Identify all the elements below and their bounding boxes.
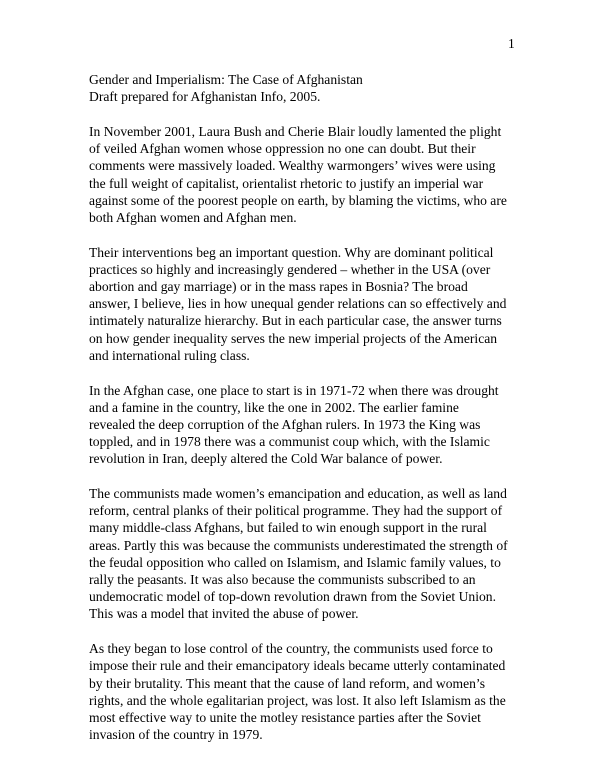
paragraph-line: the feudal opposition who called on Islamism, and Islamic family values, to <box>89 554 501 570</box>
document-heading <box>89 71 521 105</box>
paragraph-line: both Afghan women and Afghan men. <box>89 209 297 225</box>
paragraph-line: In November 2001, Laura Bush and Cherie Blair loudly lamented the plight <box>89 123 502 139</box>
paragraph-line: many middle-class Afghans, but failed to win enough support in the rural <box>89 520 487 536</box>
paragraph-line: answer, I believe, lies in how unequal gender relations can so effectively and <box>89 296 507 312</box>
paragraph-line: areas. Partly this was because the communists underestimated the strength of <box>89 537 508 553</box>
paragraph-line: This was a model that invited the abuse of power. <box>89 606 359 622</box>
paragraph-line: rally the peasants. It was also because the communists subscribed to an <box>89 572 476 588</box>
paragraph-line: intimately naturalize hierarchy. But in each particular case, the answer turns <box>89 313 502 329</box>
paragraph-line: toppled, and in 1978 there was a communist coup which, with the Islamic <box>89 434 490 450</box>
page-number: 1 <box>508 36 515 51</box>
document-body <box>89 71 521 761</box>
paragraph-line: the full weight of capitalist, orientalist rhetoric to justify an imperial war <box>89 175 484 191</box>
paragraph-line: comments were massively loaded. Wealthy warmongers’ wives were using <box>89 158 496 174</box>
paragraph-line: revolution in Iran, deeply altered the Cold War balance of power. <box>89 451 443 467</box>
document-title: Gender and Imperialism: The Case of Afghanistan <box>89 72 363 87</box>
paragraph-5 <box>89 640 521 743</box>
paragraph-line: As they began to lose control of the country, the communists used force to <box>89 641 493 657</box>
paragraph-4 <box>89 485 521 623</box>
paragraph-line: Their interventions beg an important question. Why are dominant political <box>89 244 494 260</box>
paragraph-line: most effective way to unite the motley resistance parties after the Soviet <box>89 710 481 725</box>
document-subtitle: Draft prepared for Afghanistan Info, 2005. <box>89 89 321 105</box>
paragraph-line: on how gender inequality serves the new imperial projects of the American <box>89 330 498 346</box>
paragraph-3 <box>89 382 521 468</box>
paragraph-line: of veiled Afghan women whose oppression no one can doubt. But their <box>89 141 476 157</box>
paragraph-line: invasion of the country in 1979. <box>89 727 263 743</box>
paragraph-line: reform, central planks of their political programme. They had the support of <box>89 503 503 519</box>
paragraph-line: and international ruling class. <box>89 347 250 363</box>
paragraph-line: The communists made women’s emancipation and education, as well as land <box>89 486 507 502</box>
paragraph-line: abortion and gay marriage) or in the mass rapes in Bosnia? The broad <box>89 279 468 295</box>
paragraph-line: by their brutality. This meant that the cause of land reform, and women’s <box>89 675 485 691</box>
paragraph-line: practices so highly and increasingly gendered – whether in the USA (over <box>89 261 491 277</box>
paragraph-line: impose their rule and their emancipatory ideals became utterly contaminated <box>89 658 506 674</box>
paragraph-2 <box>89 244 521 364</box>
paragraph-1 <box>89 123 521 226</box>
paragraph-line: undemocratic model of top-down revolution drawn from the Soviet Union. <box>89 589 496 605</box>
paragraph-line: against some of the poorest people on earth, by blaming the victims, who are <box>89 192 507 208</box>
paragraph-line: rights, and the whole egalitarian project, was lost. It also left Islamism as the <box>89 692 506 708</box>
paragraph-line: and a famine in the country, like the one in 2002. The earlier famine <box>89 399 459 415</box>
paragraph-line: In the Afghan case, one place to start is in 1971-72 when there was drought <box>89 382 499 398</box>
paragraph-line: revealed the deep corruption of the Afghan rulers. In 1973 the King was <box>89 416 481 432</box>
